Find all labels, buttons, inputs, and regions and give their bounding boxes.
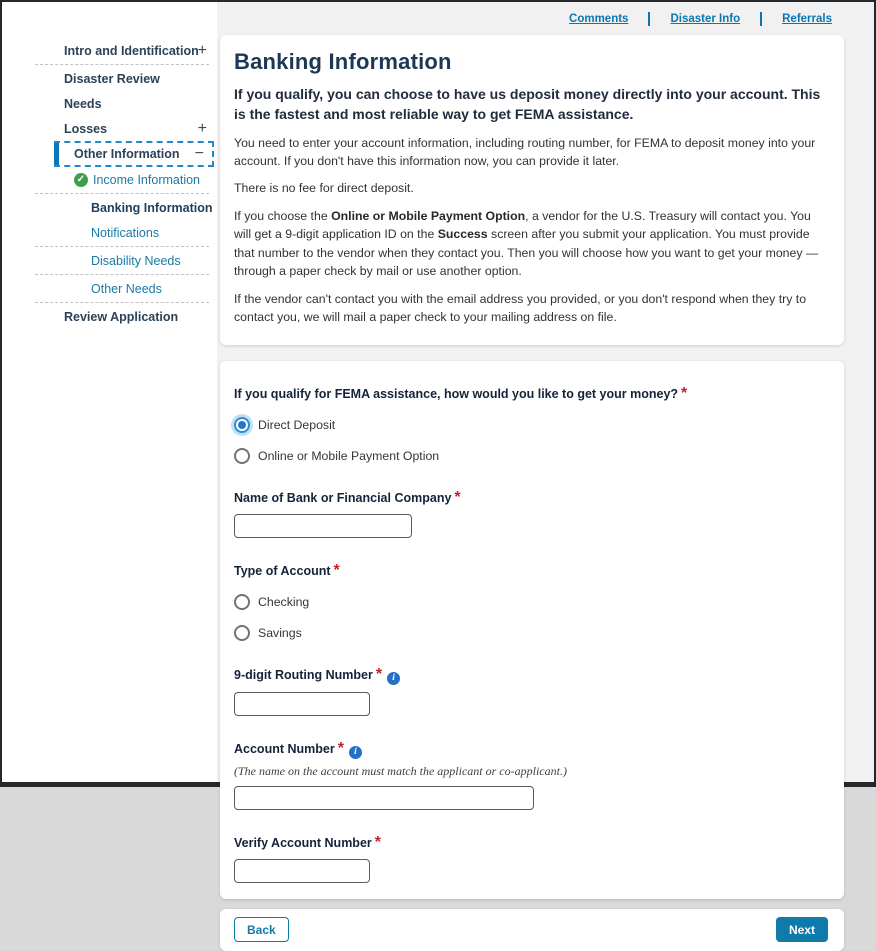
sidebar-item-label: Review Application [64, 309, 179, 324]
verify-account-number-label: Verify Account Number [234, 835, 372, 850]
sidebar-item-label: Losses [64, 121, 108, 136]
required-asterisk: * [374, 833, 381, 851]
radio-label: Direct Deposit [258, 417, 336, 432]
account-type-group [234, 562, 828, 642]
routing-number-group [234, 666, 828, 716]
page-lead-text: If you qualify, you can choose to have us deposit money directly into your account. This is the fastest and most reliable way to get FEMA assistance. [234, 86, 821, 123]
next-button[interactable]: Next [776, 917, 828, 942]
application-steps-sidebar [2, 2, 217, 782]
sidebar-item-label: Disability Needs [91, 253, 181, 268]
sidebar-item-other-information[interactable] [54, 141, 214, 167]
radio-online-mobile-payment[interactable] [234, 448, 250, 464]
bank-name-label: Name of Bank or Financial Company [234, 490, 452, 505]
disaster-info-link[interactable]: Disaster Info [670, 12, 741, 25]
info-icon[interactable]: i [349, 746, 362, 759]
expand-plus-icon[interactable]: + [197, 41, 207, 59]
required-asterisk: * [375, 665, 383, 683]
expand-plus-icon[interactable]: + [197, 119, 207, 137]
topbar-separator [648, 12, 650, 26]
radio-label: Online or Mobile Payment Option [258, 448, 440, 463]
account-number-input[interactable] [234, 786, 534, 810]
form-navigation-card [220, 909, 844, 951]
verify-account-number-input[interactable] [234, 859, 370, 883]
bank-name-input[interactable] [234, 514, 412, 538]
sidebar-item-other-needs[interactable] [2, 276, 217, 301]
intro-paragraph-3: If you choose the Online or Mobile Payment Option, a vendor for the U.S. Treasury will contact you. You will get a 9-digit application ID on the Success screen after you submit your application. You must provide that number to the vendor when they contact you. Then you will choose how you want to get your money — through a paper check by mail or use another option. [234, 208, 819, 279]
account-number-label: Account Number [234, 741, 335, 756]
radio-row-checking [234, 593, 828, 611]
required-asterisk: * [337, 739, 344, 757]
intro-paragraph-2: There is no fee for direct deposit. [234, 181, 414, 196]
required-asterisk: * [454, 488, 461, 506]
sidebar-divider [35, 302, 209, 303]
sidebar-item-disability-needs[interactable] [2, 248, 217, 273]
back-button[interactable]: Back [234, 917, 289, 942]
sidebar-item-label: Banking Information [91, 200, 213, 215]
sidebar-divider [35, 246, 209, 247]
referrals-link[interactable]: Referrals [782, 12, 832, 25]
sidebar-item-disaster-review[interactable] [2, 66, 217, 91]
sidebar-item-label: Disaster Review [64, 71, 160, 86]
page-header-card [220, 35, 844, 345]
sidebar-item-intro-and-identification[interactable] [2, 38, 217, 63]
account-number-group [234, 740, 828, 810]
payment-method-group [234, 385, 828, 465]
intro-paragraph-1: You need to enter your account information, including routing number, for FEMA to deposit money into your account. If you don't have this information now, you can provide it later. [234, 135, 816, 169]
sidebar-item-label: Income Information [93, 172, 200, 187]
radio-label: Savings [258, 625, 302, 640]
sidebar-item-banking-information[interactable] [2, 195, 217, 220]
required-asterisk: * [333, 561, 340, 579]
check-icon: ✓ [74, 173, 88, 187]
sidebar-item-label: Needs [64, 96, 102, 111]
active-section-bar [54, 143, 59, 165]
radio-label: Checking [258, 594, 310, 609]
routing-number-input[interactable] [234, 692, 370, 716]
radio-row-savings [234, 624, 828, 642]
intro-paragraph-4: If the vendor can't contact you with the email address you provided, or you don't respond when they try to contact you, we will mail a paper check to your mailing address on file. [234, 291, 807, 325]
sidebar-item-income-information[interactable] [2, 167, 217, 192]
sidebar-item-label: Notifications [91, 225, 160, 240]
bank-name-group [234, 489, 828, 538]
required-asterisk: * [681, 384, 688, 402]
account-type-label: Type of Account [234, 563, 331, 578]
account-number-hint: (The name on the account must match the applicant or co-applicant.) [234, 763, 567, 778]
info-icon[interactable]: i [387, 672, 400, 685]
radio-direct-deposit[interactable] [234, 417, 250, 433]
radio-row-online-mobile-payment [234, 447, 828, 465]
radio-checking[interactable] [234, 594, 250, 610]
page-title: Banking Information [234, 49, 452, 74]
radio-savings[interactable] [234, 625, 250, 641]
sidebar-item-label: Intro and Identification [64, 43, 199, 58]
sidebar-item-losses[interactable] [2, 116, 217, 141]
payment-method-question-label: If you qualify for FEMA assistance, how would you like to get your money? [234, 386, 679, 401]
topbar-separator [760, 12, 762, 26]
collapse-minus-icon[interactable]: − [194, 145, 204, 162]
banking-form-card [220, 361, 844, 899]
sidebar-item-notifications[interactable] [2, 220, 217, 245]
sidebar-item-review-application[interactable] [2, 304, 217, 329]
routing-number-label: 9-digit Routing Number [234, 667, 373, 682]
comments-link[interactable]: Comments [569, 12, 629, 25]
main-content [217, 2, 874, 937]
radio-row-direct-deposit [234, 416, 828, 434]
verify-account-number-group [234, 834, 828, 883]
sidebar-item-needs[interactable] [2, 91, 217, 116]
topbar [220, 2, 844, 35]
sidebar-divider [35, 274, 209, 275]
sidebar-divider [35, 193, 209, 194]
sidebar-divider [35, 64, 209, 65]
sidebar-item-label: Other Needs [91, 281, 162, 296]
sidebar-item-label: Other Information [74, 147, 180, 161]
